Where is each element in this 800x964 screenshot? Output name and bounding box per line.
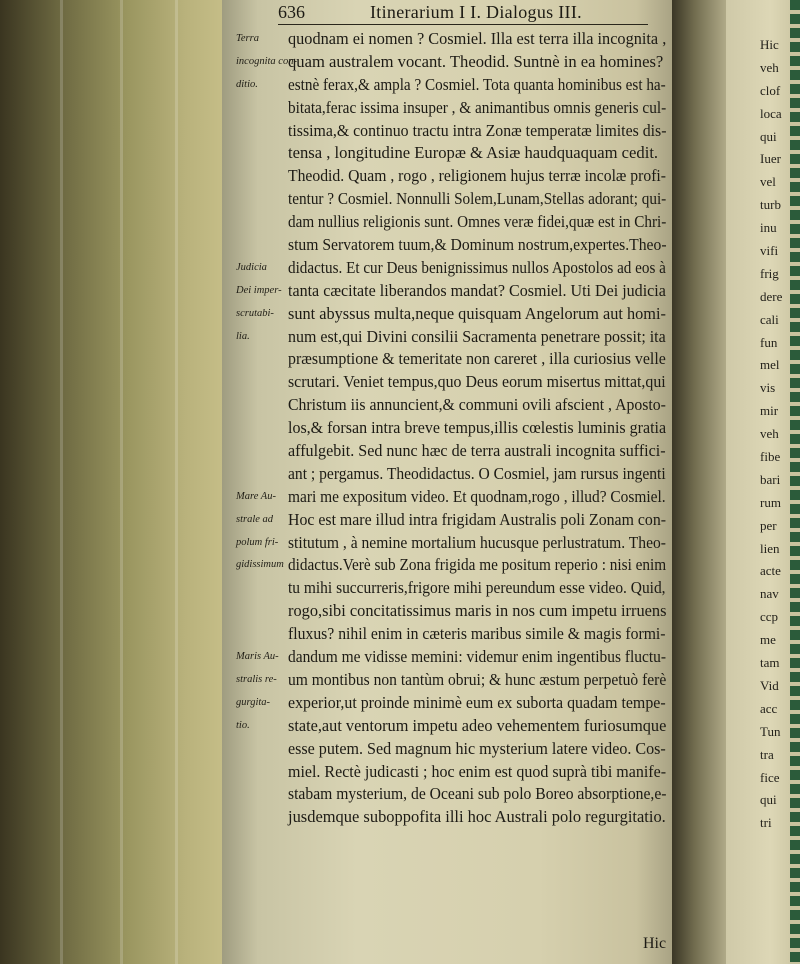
facing-page-fragment: fibe xyxy=(760,449,781,465)
line-text: stabam mysterium, de Oceani sub polo Boreo absorptione,e- xyxy=(288,784,667,804)
facing-page-fragment: mel xyxy=(760,357,780,373)
text-line xyxy=(236,188,666,211)
facing-page-fragment: fice xyxy=(760,769,780,785)
facing-page-fragment: vis xyxy=(760,380,776,396)
text-line xyxy=(236,165,666,188)
line-text: sunt abyssus multa,neque quisquam Angelorum aut homi- xyxy=(288,303,666,323)
marginal-note: tio. xyxy=(236,719,250,731)
line-text: num est,qui Divini consilii Sacramenta penetrare possit; ita xyxy=(288,326,666,346)
facing-page-fragment: acc xyxy=(760,700,778,716)
running-header xyxy=(278,2,648,25)
line-text: tissima,& continuo tractu intra Zonæ temperatæ limites dis- xyxy=(288,120,667,140)
facing-page-fragment: veh xyxy=(760,426,779,442)
text-line xyxy=(236,554,666,577)
text-line xyxy=(236,326,666,349)
facing-page-fragment: bari xyxy=(760,471,781,487)
facing-page-fragment: loca xyxy=(760,105,782,121)
facing-page-fragment: rum xyxy=(760,494,781,510)
marginal-note: lia. xyxy=(236,330,250,342)
marginal-note: incognita con- xyxy=(236,55,297,67)
line-text: tensa , longitudine Europæ & Asiæ haudquaquam cedit. xyxy=(288,143,659,163)
facing-page-fragment: veh xyxy=(760,59,779,75)
running-title: Itinerarium I I. Dialogus III. xyxy=(370,2,582,22)
line-text: jusdemque suboppofita illi hoc Australi polo regurgitatio. xyxy=(288,807,666,827)
marginal-note: scrutabi- xyxy=(236,307,274,319)
line-text: estnè ferax,& ampla ? Cosmiel. Tota quanta hominibus est ha- xyxy=(288,74,666,94)
facing-page-fragment: tam xyxy=(760,655,780,671)
facing-page-fragment: vel xyxy=(760,174,776,190)
line-text: scrutari. Veniet tempus,quo Deus eorum misertus mittat,qui xyxy=(288,372,666,392)
line-text: quodnam ei nomen ? Cosmiel. Illa est terra illa incognita , xyxy=(288,29,667,48)
facing-page-fragment: me xyxy=(760,632,776,648)
facing-page-fragment: Tun xyxy=(760,723,781,739)
line-text: ant ; pergamus. Theodidactus. O Cosmiel, jam rursus ingenti xyxy=(288,463,666,483)
line-text: rogo,sibi concitatissimus maris in nos cum impetu irruens xyxy=(288,601,667,621)
line-text: miel. Rectè judicasti ; hoc enim est quod suprà tibi manife- xyxy=(288,761,667,781)
facing-page-text xyxy=(760,34,800,835)
marginal-note: polum fri- xyxy=(236,536,279,548)
line-text: Hoc est mare illud intra frigidam Australis poli Zonam con- xyxy=(288,509,667,529)
line-text: præsumptione & temeritate non careret , illa curiosius velle xyxy=(288,349,666,369)
text-line xyxy=(236,120,666,143)
facing-page-fragment: tri xyxy=(760,815,772,831)
facing-page-fragment: lien xyxy=(760,540,780,556)
page-body xyxy=(236,28,666,829)
facing-page-fragment: frig xyxy=(760,265,779,281)
book-edge-left xyxy=(0,0,232,964)
line-text: bitata,ferac issima insuper , & animantibus omnis generis cul- xyxy=(288,97,667,117)
text-line xyxy=(236,715,666,738)
text-line xyxy=(236,303,666,326)
facing-page-fragment: fun xyxy=(760,334,778,350)
line-text: um montibus non tantùm obrui; & hunc æstum perpetuò ferè xyxy=(288,669,667,689)
text-line xyxy=(236,738,666,761)
text-line xyxy=(236,280,666,303)
text-line xyxy=(236,51,666,74)
text-line xyxy=(236,486,666,509)
marginal-note: Dei imper- xyxy=(236,284,282,296)
text-line xyxy=(236,211,666,234)
line-text: Theodid. Quam , rogo , religionem hujus terræ incolæ profi- xyxy=(288,166,667,186)
line-text: fluxus? nihil enim in cæteris maribus simile & magis formi- xyxy=(288,624,666,644)
catchword: Hic xyxy=(643,935,667,952)
facing-page-fragment: vifi xyxy=(760,243,779,259)
line-text: mari me expositum video. Et quodnam,rogo , illud? Cosmiel. xyxy=(288,486,666,506)
line-text: dandum me vidisse memini: videmur enim ingentibus fluctu- xyxy=(288,647,667,667)
line-text: esse putem. Sed magnum hic mysterium latere video. Cos- xyxy=(288,738,666,758)
line-text: stitutum , à nemine mortalium hucusque perlustratum. Theo- xyxy=(288,532,666,552)
marginal-note: gidissimum xyxy=(236,559,284,571)
facing-page-fragment: Vid xyxy=(760,677,779,693)
text-line xyxy=(236,142,666,165)
text-line xyxy=(236,669,666,692)
facing-page-fragment: ccp xyxy=(760,609,779,625)
line-text: state,aut ventorum impetu adeo vehementem furiosumque xyxy=(288,715,667,735)
text-line xyxy=(236,28,666,51)
marginal-note: Mare Au- xyxy=(236,490,276,502)
text-line xyxy=(236,577,666,600)
marginal-note: gurgita- xyxy=(236,696,271,708)
text-line xyxy=(236,623,666,646)
facing-page-fragment: qui xyxy=(760,792,777,808)
text-line xyxy=(236,532,666,555)
text-line xyxy=(236,761,666,784)
text-line xyxy=(236,74,666,97)
facing-page-fragment: dere xyxy=(760,288,783,304)
text-line xyxy=(236,417,666,440)
facing-page-fragment: tra xyxy=(760,746,774,762)
line-text: los,& forsan intra breve tempus,illis cœlestis luminis gratia xyxy=(288,418,667,438)
text-line xyxy=(236,97,666,120)
text-line xyxy=(236,463,666,486)
facing-page-fragment: clof xyxy=(760,82,781,98)
text-line xyxy=(236,806,666,829)
line-text: Christum iis annuncient,& communi ovili afscient , Aposto- xyxy=(288,395,666,415)
facing-page-fragment: acte xyxy=(760,563,781,579)
marginal-note: Maris Au- xyxy=(236,651,279,663)
line-text: didactus.Verè sub Zona frigida me positum reperio : nisi enim xyxy=(288,555,667,575)
text-line xyxy=(236,234,666,257)
facing-page-fragment: nav xyxy=(760,586,779,602)
marginal-note: ditio. xyxy=(236,78,258,90)
page-number: 636 xyxy=(278,2,305,22)
text-line xyxy=(236,440,666,463)
marginal-note: Terra xyxy=(236,33,259,44)
facing-page-fragment: cali xyxy=(760,311,779,327)
text-line xyxy=(236,692,666,715)
facing-page-fragment: mir xyxy=(760,403,779,419)
facing-page-fragment: Iuer xyxy=(760,151,781,167)
line-text: quam australem vocant. Theodid. Suntnè in ea homines? xyxy=(288,51,664,71)
text-line xyxy=(236,348,666,371)
text-line xyxy=(236,783,666,806)
facing-page-fragment: turb xyxy=(760,197,781,213)
facing-page-fragment: qui xyxy=(760,128,777,144)
facing-page-fragment: per xyxy=(760,517,777,533)
text-line xyxy=(236,600,666,623)
marginal-note: stralis re- xyxy=(236,673,277,685)
line-text: experior,ut proinde minimè eum ex suborta quadam tempe- xyxy=(288,692,666,712)
text-line xyxy=(236,371,666,394)
line-text: didactus. Et cur Deus benignissimus nullos Apostolos ad eos à xyxy=(288,257,666,277)
marginal-note: strale ad xyxy=(236,513,274,525)
text-line xyxy=(236,646,666,669)
text-line xyxy=(236,509,666,532)
line-text: tentur ? Cosmiel. Nonnulli Solem,Lunam,Stellas adorant; qui- xyxy=(288,189,667,209)
line-text: dam nullius religionis sunt. Omnes veræ fidei,quæ est in Chri- xyxy=(288,212,667,232)
marginal-note: Judicia xyxy=(236,261,267,273)
text-line xyxy=(236,394,666,417)
text-line xyxy=(236,257,666,280)
line-text: affulgebit. Sed nunc hæc de terra australi incognita suffici- xyxy=(288,441,666,461)
facing-page-fragment: inu xyxy=(760,220,777,236)
line-text: tu mihi succurreris,frigore mihi pereundum esse video. Quid, xyxy=(288,578,666,598)
line-text: stum Servatorem tuum,& Dominum nostrum,expertes.Theo- xyxy=(288,235,667,255)
line-text: tanta cæcitate liberandos mandat? Cosmiel. Uti Dei judicia xyxy=(288,280,666,300)
facing-page-fragment: Hic xyxy=(760,37,779,52)
